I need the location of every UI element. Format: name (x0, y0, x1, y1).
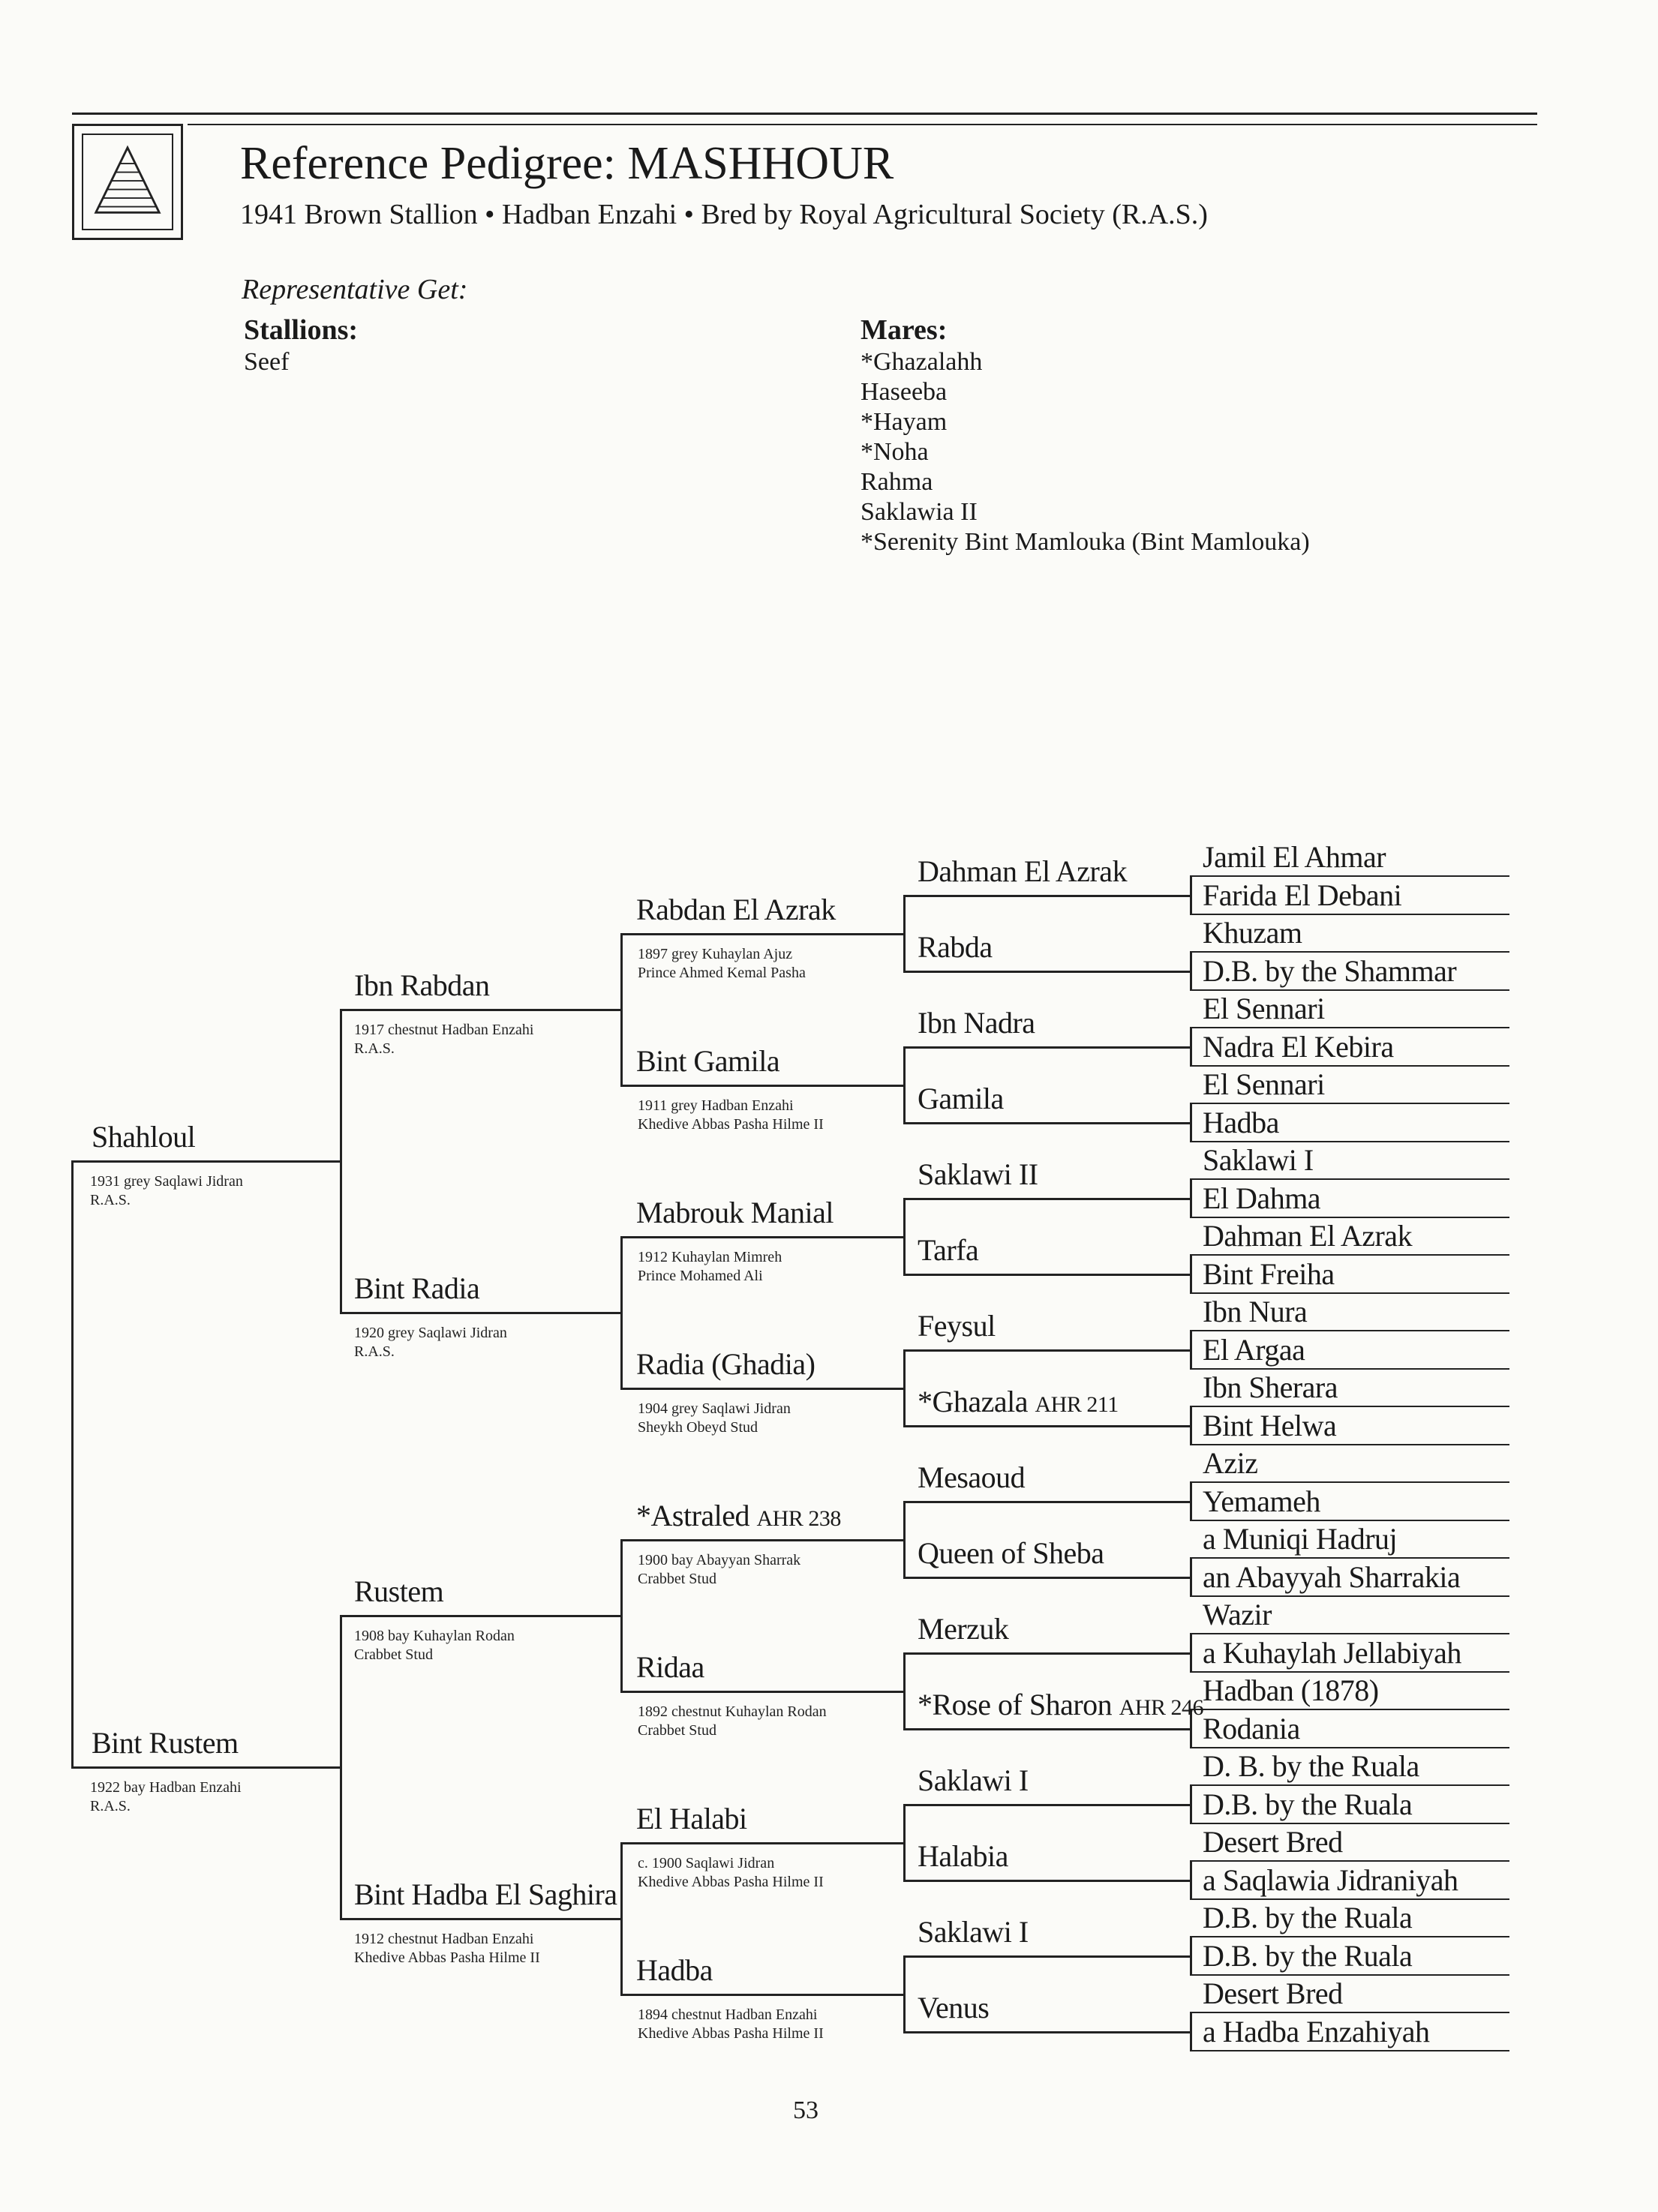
gen4-horse (918, 1157, 1038, 1192)
gen5-underline (1191, 1633, 1509, 1634)
gen2-bracket (620, 1236, 623, 1390)
gen1-bracket (340, 1009, 342, 1314)
gen4-underline (904, 1577, 1191, 1579)
horse-name: Saklawi II (918, 1157, 1038, 1191)
gen4-bracket (1190, 1557, 1192, 1597)
gen5-horse: an Abayyah Sharrakia (1203, 1560, 1461, 1594)
gen3-info-line2: Prince Ahmed Kemal Pasha (638, 965, 806, 981)
gen3-info-line1: 1900 bay Abayyan Sharrak (638, 1552, 801, 1568)
gen4-horse (918, 854, 1127, 889)
list-item: Seef (244, 348, 290, 376)
horse-name: Queen of Sheba (918, 1536, 1104, 1570)
mares-heading: Mares: (861, 314, 948, 346)
gen3-bracket (903, 1349, 906, 1427)
gen4-bracket (1190, 1027, 1192, 1067)
header-rule-bottom (188, 124, 1537, 125)
gen3-info-line2: Khedive Abbas Pasha Hilme II (638, 2025, 824, 2042)
stallions-list (244, 347, 289, 377)
gen5-horse: Saklawi I (1203, 1143, 1314, 1177)
root-bracket (71, 1160, 74, 1769)
gen3-underline (621, 1539, 904, 1541)
gen5-horse: Dahman El Azrak (1203, 1219, 1413, 1253)
gen5-horse: Ibn Nura (1203, 1295, 1308, 1328)
stallions-heading: Stallions: (244, 314, 359, 346)
gen4-horse (918, 1687, 1203, 1722)
gen5-underline (1191, 1330, 1509, 1331)
gen5-horse: a Kuhaylah Jellabiyah (1203, 1636, 1461, 1670)
gen4-underline (904, 1804, 1191, 1806)
gen5-underline (1191, 1178, 1509, 1180)
list-item: *Ghazalahh (861, 348, 983, 376)
gen2-info-line1: 1920 grey Saqlawi Jidran (354, 1325, 507, 1341)
gen5-underline (1191, 1254, 1509, 1256)
gen3-horse (636, 892, 836, 927)
gen3-underline (621, 1994, 904, 1996)
gen3-bracket (903, 1804, 906, 1882)
gen3-horse (636, 1346, 815, 1382)
gen3-info-line1: 1911 grey Hadban Enzahi (638, 1097, 794, 1114)
gen5-horse: a Saqlawia Jidraniyah (1203, 1863, 1458, 1897)
gen3-bracket (903, 1046, 906, 1124)
list-item: *Hayam (861, 408, 948, 436)
gen3-underline (621, 1842, 904, 1844)
page-subtitle: 1941 Brown Stallion • Hadban Enzahi • Bred by Royal Agricultural Society (R.A.S.) (240, 199, 1208, 230)
gen5-underline (1191, 1860, 1509, 1862)
gen5-underline (1191, 1406, 1509, 1407)
gen2-horse: Ibn Rabdan (354, 968, 490, 1002)
gen2-horse: Rustem (354, 1574, 444, 1608)
gen5-underline (1191, 1936, 1509, 1937)
gen3-horse (636, 1498, 841, 1533)
horse-name: Halabia (918, 1839, 1008, 1873)
horse-name: *Astraled (636, 1499, 750, 1532)
gen5-horse: Hadban (1878) (1203, 1673, 1379, 1707)
gen1-horse: Shahloul (92, 1120, 196, 1154)
gen5-horse: El Sennari (1203, 992, 1325, 1025)
gen5-underline (1191, 1557, 1509, 1559)
gen4-horse (918, 1005, 1035, 1040)
gen4-underline (904, 1349, 1191, 1352)
list-item: Saklawia II (861, 498, 978, 526)
gen5-horse: Desert Bred (1203, 1976, 1343, 2010)
gen5-underline (1191, 2050, 1509, 2051)
gen3-underline (621, 933, 904, 935)
gen5-horse: El Argaa (1203, 1333, 1305, 1367)
gen4-underline (904, 1955, 1191, 1958)
gen2-info-line2: Crabbet Stud (354, 1646, 433, 1663)
gen5-underline (1191, 1481, 1509, 1483)
gen5-underline (1191, 1103, 1509, 1104)
gen3-horse (636, 1952, 713, 1988)
gen4-underline (904, 1652, 1191, 1655)
gen2-info-line1: 1917 chestnut Hadban Enzahi (354, 1022, 534, 1038)
horse-name: Mabrouk Manial (636, 1196, 834, 1229)
gen2-underline (341, 1918, 621, 1920)
gen5-underline (1191, 1709, 1509, 1710)
gen5-horse: a Muniqi Hadruj (1203, 1522, 1398, 1556)
gen3-info-line2: Khedive Abbas Pasha Hilme II (638, 1116, 824, 1133)
gen2-horse: Bint Radia (354, 1271, 480, 1305)
gen5-horse: Ibn Sherara (1203, 1370, 1338, 1404)
header-rule-top (72, 113, 1537, 115)
horse-name: Hadba (636, 1953, 713, 1987)
list-item: Haseeba (861, 378, 948, 406)
horse-name: Radia (Ghadia) (636, 1347, 815, 1381)
gen2-underline (341, 1615, 621, 1617)
horse-name: Mesaoud (918, 1460, 1026, 1494)
gen4-underline (904, 2031, 1191, 2033)
horse-name: *Rose of Sharon (918, 1688, 1113, 1721)
gen4-horse (918, 1384, 1119, 1419)
gen1-info-line1: 1922 bay Hadban Enzahi (90, 1779, 242, 1796)
gen4-horse (918, 1914, 1029, 1949)
gen4-horse (918, 1232, 978, 1268)
registration-number: AHR 211 (1035, 1392, 1119, 1417)
gen1-horse: Bint Rustem (92, 1726, 239, 1760)
gen4-underline (904, 1501, 1191, 1503)
gen5-horse: Desert Bred (1203, 1825, 1343, 1859)
gen5-horse: D.B. by the Ruala (1203, 1787, 1413, 1821)
gen3-horse (636, 1649, 704, 1685)
page-title: Reference Pedigree: MASHHOUR (240, 138, 894, 189)
gen3-info-line2: Sheykh Obeyd Stud (638, 1419, 758, 1436)
gen4-underline (904, 895, 1191, 897)
horse-name: Rabdan El Azrak (636, 893, 836, 926)
gen3-info-line1: 1894 chestnut Hadban Enzahi (638, 2006, 818, 2023)
gen5-underline (1191, 951, 1509, 953)
gen5-horse: D.B. by the Ruala (1203, 1901, 1413, 1934)
gen3-info-line2: Prince Mohamed Ali (638, 1268, 763, 1284)
gen5-horse: D.B. by the Shammar (1203, 954, 1457, 988)
gen4-bracket (1190, 1936, 1192, 1976)
gen2-underline (341, 1312, 621, 1314)
gen4-underline (904, 1274, 1191, 1276)
page-number: 53 (793, 2096, 818, 2124)
gen1-underline (72, 1766, 341, 1769)
gen2-info-line2: R.A.S. (354, 1040, 395, 1057)
horse-name: Saklawi I (918, 1915, 1029, 1949)
horse-name: Dahman El Azrak (918, 854, 1128, 888)
gen5-horse: Bint Freiha (1203, 1257, 1335, 1291)
gen4-bracket (1190, 1784, 1192, 1824)
list-item: *Noha (861, 438, 929, 466)
horse-name: Tarfa (918, 1233, 979, 1267)
gen4-bracket (1190, 1178, 1192, 1218)
gen4-horse (918, 1838, 1008, 1874)
gen1-underline (72, 1160, 341, 1163)
gen3-info-line1: 1892 chestnut Kuhaylan Rodan (638, 1703, 827, 1720)
gen5-horse: Farida El Debani (1203, 878, 1402, 912)
gen4-bracket (1190, 1860, 1192, 1900)
gen4-bracket (1190, 951, 1192, 991)
gen5-horse: D. B. by the Ruala (1203, 1749, 1419, 1783)
gen4-underline (904, 1728, 1191, 1730)
horse-name: El Halabi (636, 1802, 747, 1835)
gen3-info-line2: Crabbet Stud (638, 1571, 716, 1587)
gen3-info-line1: 1897 grey Kuhaylan Ajuz (638, 946, 793, 962)
gen2-bracket (620, 1539, 623, 1693)
gen3-info-line2: Khedive Abbas Pasha Hilme II (638, 1874, 824, 1890)
gen5-horse: a Hadba Enzahiyah (1203, 2015, 1430, 2048)
horse-name: Ridaa (636, 1650, 704, 1684)
gen4-bracket (1190, 1633, 1192, 1673)
gen1-info-line1: 1931 grey Saqlawi Jidran (90, 1173, 243, 1190)
gen5-horse: Yemameh (1203, 1484, 1320, 1518)
gen3-info-line1: c. 1900 Saqlawi Jidran (638, 1855, 775, 1871)
gen5-horse: El Dahma (1203, 1181, 1321, 1215)
gen4-bracket (1190, 875, 1192, 915)
gen4-horse (918, 1460, 1025, 1495)
gen5-horse: Wazir (1203, 1598, 1272, 1631)
gen3-underline (621, 1388, 904, 1390)
gen1-info-line2: R.A.S. (90, 1192, 131, 1208)
gen2-bracket (620, 933, 623, 1087)
gen5-horse: Aziz (1203, 1446, 1258, 1480)
gen4-bracket (1190, 1406, 1192, 1445)
gen3-bracket (903, 1198, 906, 1276)
gen2-info-line2: R.A.S. (354, 1343, 395, 1360)
gen5-horse: Bint Helwa (1203, 1409, 1337, 1442)
gen2-horse: Bint Hadba El Saghira (354, 1877, 617, 1911)
gen3-horse (636, 1801, 747, 1836)
gen4-bracket (1190, 2012, 1192, 2051)
horse-name: Feysul (918, 1309, 996, 1343)
horse-name: Rabda (918, 930, 993, 964)
gen5-underline (1191, 1784, 1509, 1786)
gen4-horse (918, 1081, 1004, 1116)
gen4-underline (904, 1880, 1191, 1882)
gen4-horse (918, 1535, 1104, 1571)
gen4-horse (918, 1611, 1008, 1646)
gen2-underline (341, 1009, 621, 1011)
horse-name: Gamila (918, 1082, 1004, 1115)
horse-name: Venus (918, 1991, 990, 2024)
gen4-underline (904, 1046, 1191, 1049)
gen5-horse: Khuzam (1203, 916, 1302, 950)
pyramid-logo-icon (72, 124, 183, 240)
gen4-underline (904, 1425, 1191, 1427)
gen2-info-line2: Khedive Abbas Pasha Hilme II (354, 1949, 540, 1966)
gen3-underline (621, 1236, 904, 1238)
gen2-bracket (620, 1842, 623, 1996)
gen5-underline (1191, 875, 1509, 877)
gen3-info-line2: Crabbet Stud (638, 1722, 716, 1739)
list-item: Rahma (861, 468, 933, 496)
gen1-info-line2: R.A.S. (90, 1798, 131, 1814)
gen3-info-line1: 1904 grey Saqlawi Jidran (638, 1400, 791, 1417)
gen2-info-line1: 1908 bay Kuhaylan Rodan (354, 1628, 515, 1644)
gen3-underline (621, 1691, 904, 1693)
gen3-horse (636, 1195, 834, 1230)
horse-name: Saklawi I (918, 1763, 1029, 1797)
gen4-horse (918, 1763, 1029, 1798)
registration-number: AHR 246 (1119, 1695, 1203, 1720)
gen5-horse: Hadba (1203, 1106, 1279, 1139)
gen4-horse (918, 1308, 996, 1343)
gen5-horse: D.B. by the Ruala (1203, 1939, 1413, 1973)
representative-get-label: Representative Get: (242, 274, 468, 305)
gen5-underline (1191, 2012, 1509, 2013)
mares-list (861, 347, 1310, 557)
horse-name: Ibn Nadra (918, 1006, 1035, 1040)
gen5-horse: Nadra El Kebira (1203, 1030, 1394, 1064)
gen3-info-line1: 1912 Kuhaylan Mimreh (638, 1249, 782, 1265)
horse-name: *Ghazala (918, 1385, 1029, 1418)
gen5-horse: El Sennari (1203, 1067, 1325, 1101)
horse-name: Bint Gamila (636, 1044, 780, 1078)
gen4-horse (918, 929, 993, 965)
gen4-underline (904, 1122, 1191, 1124)
gen3-bracket (903, 895, 906, 973)
gen4-bracket (1190, 1330, 1192, 1370)
gen3-bracket (903, 1955, 906, 2033)
gen3-horse (636, 1043, 779, 1079)
registration-number: AHR 238 (756, 1506, 841, 1531)
gen4-bracket (1190, 1254, 1192, 1294)
gen3-underline (621, 1085, 904, 1087)
gen4-bracket (1190, 1481, 1192, 1521)
gen3-bracket (903, 1652, 906, 1730)
list-item: *Serenity Bint Mamlouka (Bint Mamlouka) (861, 528, 1310, 556)
gen4-underline (904, 971, 1191, 973)
gen5-underline (1191, 1027, 1509, 1028)
gen2-info-line1: 1912 chestnut Hadban Enzahi (354, 1931, 534, 1947)
gen4-underline (904, 1198, 1191, 1200)
gen1-bracket (340, 1615, 342, 1920)
horse-name: Merzuk (918, 1612, 1009, 1646)
gen4-horse (918, 1990, 989, 2025)
gen4-bracket (1190, 1103, 1192, 1142)
gen3-bracket (903, 1501, 906, 1579)
gen5-horse: Rodania (1203, 1712, 1300, 1745)
gen5-horse: Jamil El Ahmar (1203, 840, 1386, 874)
